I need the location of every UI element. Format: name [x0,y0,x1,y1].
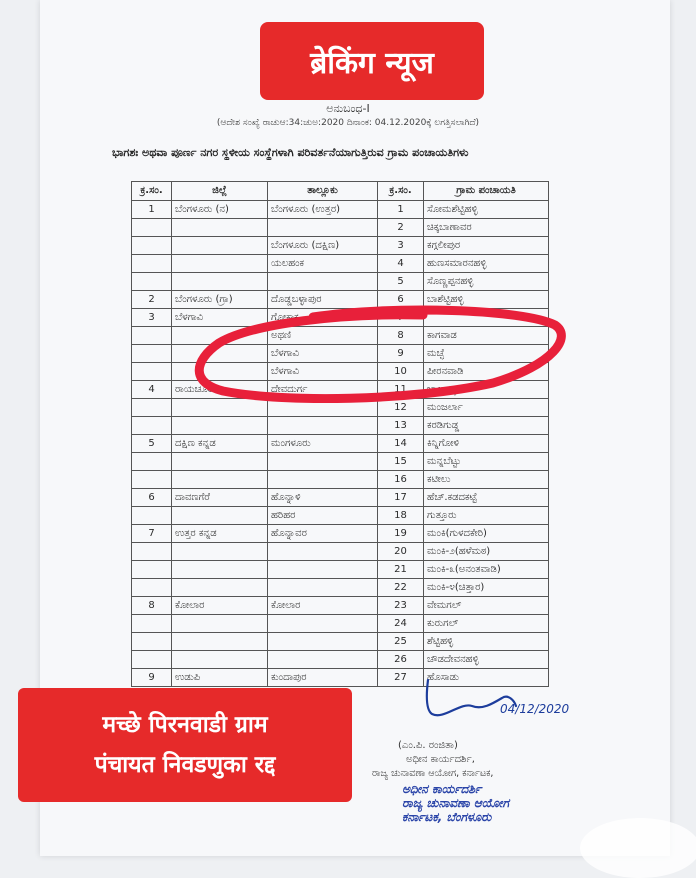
gp-serial-cell: 22 [378,579,424,597]
district-cell [172,651,268,669]
table-header-row [132,182,549,201]
gp-serial-cell: 23 [378,597,424,615]
serial-cell [132,651,172,669]
gram-panchayat-cell: ಕುರುಗಲ್ [424,615,549,633]
taluk-cell: ಮಂಗಳೂರು [268,435,378,453]
district-cell [172,453,268,471]
district-cell [172,615,268,633]
gp-serial-cell: 15 [378,453,424,471]
serial-cell [132,471,172,489]
serial-cell [132,255,172,273]
gram-panchayat-cell: ಶೆಟ್ಟಿಹಳ್ಳಿ [424,633,549,651]
gram-panchayat-cell: ಹೊಸಾಡು [424,669,549,687]
table-row [132,615,549,633]
gp-serial-cell: 19 [378,525,424,543]
gram-panchayat-table [131,181,549,687]
gram-panchayat-cell: ಮಂಕಿ-೩(ಅನಂತವಾಡಿ) [424,561,549,579]
table-row [132,363,549,381]
district-cell: ಬೆಳಗಾವಿ [172,309,268,327]
taluk-cell: ಹರಿಹರ [268,507,378,525]
district-cell [172,399,268,417]
marathi-caption-box [18,688,352,802]
gp-serial-cell: 26 [378,651,424,669]
taluk-cell: ಬೆಂಗಳೂರು (ಉತ್ತರ) [268,201,378,219]
table-row [132,417,549,435]
gp-serial-cell: 21 [378,561,424,579]
gram-panchayat-cell: ಮನ್ನಬೆಟ್ಟು [424,453,549,471]
table-row [132,255,549,273]
stamp-line: ಕರ್ನಾಟಕ, ಬೆಂಗಳೂರು [402,810,492,824]
taluk-cell [268,561,378,579]
serial-cell: 6 [132,489,172,507]
gp-serial-cell: 18 [378,507,424,525]
gram-panchayat-cell: ಸೋಮಶೆಟ್ಟಿಹಳ್ಳಿ [424,201,549,219]
table-row [132,291,549,309]
district-cell: ಬೆಂಗಳೂರು (ನ) [172,201,268,219]
gp-serial-cell: 7 [378,309,424,327]
document-heading: ಭಾಗಶಃ ಅಥವಾ ಪೂರ್ಣ ನಗರ ಸ್ಥಳೀಯ ಸಂಸ್ಥೆಗಳಾಗಿ ಪರಿವರ್ತನೆಯಾಗುತ್ತಿರುವ ಗ್ರಾಮ ಪಂಚಾಯತಿಗಳು [112,146,469,159]
gram-panchayat-cell: ಮಂಕಿ-೪(ಚಿತ್ತಾರ) [424,579,549,597]
table-row [132,597,549,615]
serial-cell: 5 [132,435,172,453]
district-cell [172,543,268,561]
stamp-line: ರಾಜ್ಯ ಚುನಾವಣಾ ಆಯೋಗ [402,796,509,810]
table-row [132,471,549,489]
gram-panchayat-cell: ಚಿಕ್ಕಬಾಣಾವರ [424,219,549,237]
taluk-cell: ಬೆಳಗಾವಿ [268,345,378,363]
district-cell [172,579,268,597]
taluk-cell [268,417,378,435]
serial-cell [132,633,172,651]
gram-panchayat-cell: ಹೆಚ್.ಕಡದಕಟ್ಟೆ [424,489,549,507]
taluk-cell [268,219,378,237]
gp-serial-cell: 16 [378,471,424,489]
stamp-line: ಅಧೀನ ಕಾರ್ಯದರ್ಶಿ [402,782,482,796]
gram-panchayat-cell: ಮಂಕಿ-೨(ಹಳೆಮಠ) [424,543,549,561]
gp-serial-cell: 24 [378,615,424,633]
order-reference: (ಆದೇಶ ಸಂಖ್ಯೆ ರಾಚುಆ:34:ಚುಅ:2020 ದಿನಾಂಕ: 04.12.2020ಕ್ಕೆ ಲಗತ್ತಿಸಲಾಗಿದೆ) [216,118,480,128]
breaking-news-label: ब्रेकिंग न्यूज [310,45,434,81]
serial-cell [132,615,172,633]
gram-panchayat-cell: ಚೌಡದೇವನಹಳ್ಳಿ [424,651,549,669]
district-cell [172,417,268,435]
table-row [132,633,549,651]
table-row [132,237,549,255]
district-cell [172,219,268,237]
serial-cell [132,561,172,579]
district-cell: ಬೆಂಗಳೂರು (ಗ್ರಾ) [172,291,268,309]
gp-serial-cell: 27 [378,669,424,687]
gram-panchayat-cell [424,309,549,327]
taluk-cell: ಹೊನ್ನಾವರ [268,525,378,543]
handwritten-signature [420,676,520,726]
gram-panchayat-cell: ಹುಣಸಮಾರನಹಳ್ಳಿ [424,255,549,273]
gram-panchayat-cell: ಮಚ್ಛೆ [424,345,549,363]
district-cell [172,471,268,489]
taluk-cell [268,543,378,561]
district-cell [172,237,268,255]
column-header: ಜಿಲ್ಲೆ [172,182,268,201]
district-cell [172,507,268,525]
serial-cell [132,417,172,435]
district-cell [172,255,268,273]
gp-serial-cell: 10 [378,363,424,381]
taluk-cell: ಕುಂದಾಪುರ [268,669,378,687]
gram-panchayat-cell: ವೇಮಗಲ್ [424,597,549,615]
officer-name: (ಎಂ.ಪಿ. ರಂಜಿತಾ) [398,740,458,751]
taluk-cell: ಯಲಹಂಕ [268,255,378,273]
serial-cell [132,327,172,345]
serial-cell: 7 [132,525,172,543]
table-row [132,453,549,471]
signature-date: 04/12/2020 [500,702,570,716]
caption-line-1: मच्छे पिरनवाडी ग्राम [102,712,268,738]
gp-serial-cell: 14 [378,435,424,453]
district-cell: ದಾವಣಗೆರೆ [172,489,268,507]
serial-cell [132,237,172,255]
taluk-cell: ಕೋಲಾರ [268,597,378,615]
gram-panchayat-cell: ಕಟೀಲು [424,471,549,489]
table-row [132,201,549,219]
serial-cell: 8 [132,597,172,615]
page-corner-glare [580,818,696,878]
gram-panchayat-cell: ಕರಡಿಗುಡ್ಡ [424,417,549,435]
taluk-cell: ಬೆಳಗಾವಿ [268,363,378,381]
gp-serial-cell: 1 [378,201,424,219]
serial-cell: 3 [132,309,172,327]
gp-serial-cell: 11 [378,381,424,399]
table-row [132,651,549,669]
table-row [132,273,549,291]
serial-cell [132,399,172,417]
district-cell [172,633,268,651]
district-cell: ದಕ್ಷಿಣ ಕನ್ನಡ [172,435,268,453]
taluk-cell [268,471,378,489]
table-row [132,327,549,345]
district-cell [172,561,268,579]
taluk-cell: ಗೋಕಾಕ [268,309,378,327]
column-header: ತಾಲ್ಲೂಕು [268,182,378,201]
gram-panchayat-cell: ಪೀರನವಾಡಿ [424,363,549,381]
officer-title: ಅಧೀನ ಕಾರ್ಯದರ್ಶಿ, [406,754,475,765]
serial-cell [132,543,172,561]
table-row [132,381,549,399]
taluk-cell: ದೇವದುರ್ಗ [268,381,378,399]
gram-panchayat-cell: ಮಂಜರ್ಲಾ [424,399,549,417]
table-row [132,579,549,597]
official-stamp [402,782,570,824]
table-row [132,309,549,327]
gp-serial-cell: 4 [378,255,424,273]
gram-panchayat-cell: ಕಗ್ಗಲೀಪುರ [424,237,549,255]
caption-line-2: पंचायत निवडणुका रद्द [94,752,276,778]
table-row [132,435,549,453]
gp-serial-cell: 6 [378,291,424,309]
table-row [132,219,549,237]
table-row [132,561,549,579]
gp-serial-cell: 12 [378,399,424,417]
serial-cell: 1 [132,201,172,219]
gp-serial-cell: 8 [378,327,424,345]
taluk-cell [268,579,378,597]
serial-cell [132,579,172,597]
taluk-cell: ಅಥಣಿ [268,327,378,345]
serial-cell [132,363,172,381]
table-row [132,525,549,543]
table-body [132,201,549,687]
gram-panchayat-cell: ಜಾಲಹಳ್ಳಿ [424,381,549,399]
taluk-cell: ಬೆಂಗಳೂರು (ದಕ್ಷಿಣ) [268,237,378,255]
serial-cell: 4 [132,381,172,399]
district-cell: ಕೋಲಾರ [172,597,268,615]
gp-serial-cell: 17 [378,489,424,507]
district-cell: ಉಡುಪಿ [172,669,268,687]
gp-serial-cell: 25 [378,633,424,651]
table-row [132,543,549,561]
officer-office: ರಾಜ್ಯ ಚುನಾವಣಾ ಆಯೋಗ, ಕರ್ನಾಟಕ, [372,768,494,779]
district-cell: ಉತ್ತರ ಕನ್ನಡ [172,525,268,543]
column-header: ಕ್ರ.ಸಂ. [132,182,172,201]
gram-panchayat-cell: ಕಾಗವಾಡ [424,327,549,345]
column-header: ಕ್ರ.ಸಂ. [378,182,424,201]
serial-cell [132,345,172,363]
column-header: ಗ್ರಾಮ ಪಂಚಾಯತಿ [424,182,549,201]
taluk-cell [268,399,378,417]
serial-cell [132,219,172,237]
district-cell: ರಾಯಚೂರು [172,381,268,399]
gp-serial-cell: 9 [378,345,424,363]
serial-cell [132,273,172,291]
breaking-news-badge [260,22,484,100]
gp-serial-cell: 2 [378,219,424,237]
serial-cell [132,453,172,471]
gram-panchayat-cell: ಗುತ್ತೂರು [424,507,549,525]
taluk-cell [268,651,378,669]
taluk-cell: ದೊಡ್ಡಬಳ್ಳಾಪುರ [268,291,378,309]
gram-panchayat-cell: ಸೊಣ್ಣಪ್ಪನಹಳ್ಳಿ [424,273,549,291]
taluk-cell [268,615,378,633]
taluk-cell: ಹೊನ್ನಾಳಿ [268,489,378,507]
gram-panchayat-cell: ಮಂಕಿ(ಗುಳದಕೇರಿ) [424,525,549,543]
taluk-cell [268,453,378,471]
district-cell [172,273,268,291]
district-cell [172,327,268,345]
table-row [132,489,549,507]
serial-cell [132,507,172,525]
serial-cell: 2 [132,291,172,309]
table-row [132,345,549,363]
taluk-cell [268,633,378,651]
gp-serial-cell: 5 [378,273,424,291]
gram-panchayat-cell: ಕಿನ್ನಿಗೋಳಿ [424,435,549,453]
district-cell [172,345,268,363]
serial-cell: 9 [132,669,172,687]
table-row [132,399,549,417]
gp-serial-cell: 3 [378,237,424,255]
table-row [132,507,549,525]
annex-label: ಅನುಬಂಧ-I [326,102,370,115]
gp-serial-cell: 13 [378,417,424,435]
district-cell [172,363,268,381]
gp-serial-cell: 20 [378,543,424,561]
taluk-cell [268,273,378,291]
gram-panchayat-cell: ಬಾಶೆಟ್ಟಿಹಳ್ಳಿ [424,291,549,309]
